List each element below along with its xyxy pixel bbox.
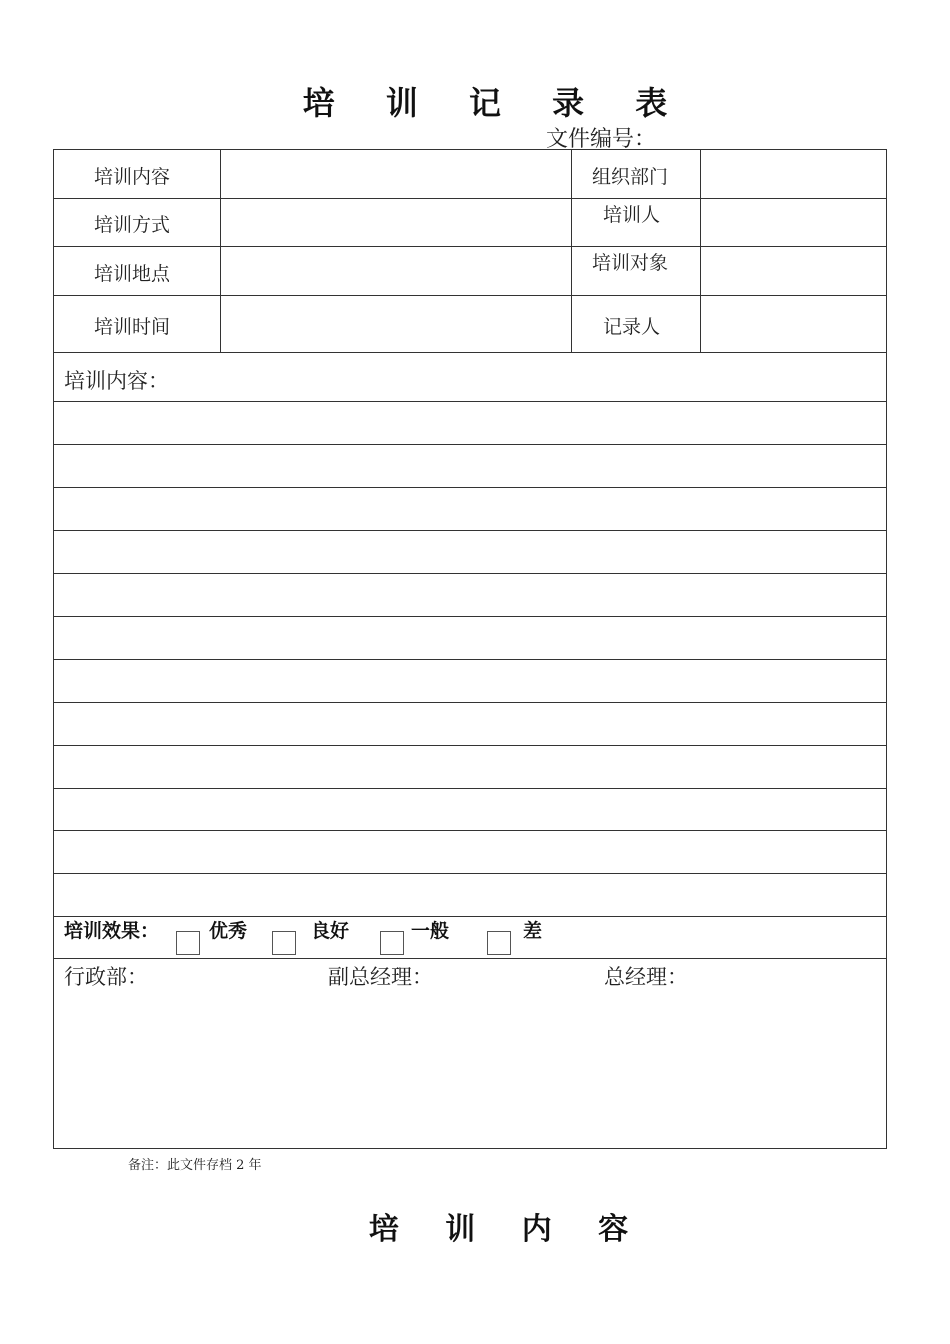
grid-hline [54, 246, 886, 247]
content-line [54, 573, 886, 574]
form-title: 培 训 记 录 表 [302, 84, 688, 122]
label-trainees: 培训对象 [592, 252, 669, 274]
content-line [54, 401, 886, 402]
content-section-label: 培训内容： [64, 369, 169, 393]
label-training-time: 培训时间 [94, 316, 171, 338]
file-number-label: 文件编号： [546, 126, 657, 151]
content-line [54, 530, 886, 531]
content-line [54, 702, 886, 703]
grid-vline-2 [571, 150, 572, 352]
content-line [54, 788, 886, 789]
label-training-location: 培训地点 [94, 263, 171, 285]
label-trainer: 培训人 [603, 204, 661, 226]
option-average: 一般 [411, 920, 450, 942]
checkbox-poor[interactable] [487, 931, 511, 955]
label-organizing-dept: 组织部门 [592, 166, 669, 188]
grid-vline-1 [220, 150, 221, 352]
content-line [54, 830, 886, 831]
effect-label: 培训效果： [64, 920, 160, 942]
content-line [54, 745, 886, 746]
option-poor: 差 [523, 920, 543, 942]
signature-gm: 总经理： [604, 965, 688, 989]
grid-hline [54, 198, 886, 199]
signature-admin-dept: 行政部： [64, 965, 148, 989]
option-good: 良好 [311, 920, 350, 942]
option-excellent: 优秀 [209, 920, 248, 942]
archive-note: 备注：此文件存档 2 年 [128, 1158, 262, 1173]
content-line [54, 444, 886, 445]
checkbox-good[interactable] [272, 931, 296, 955]
checkbox-average[interactable] [380, 931, 404, 955]
signature-deputy-gm: 副总经理： [328, 965, 433, 989]
content-line [54, 616, 886, 617]
content-line [54, 873, 886, 874]
content-line [54, 487, 886, 488]
content-line [54, 659, 886, 660]
label-training-method: 培训方式 [94, 214, 171, 236]
content-line [54, 916, 886, 917]
page2-title: 培 训 内 容 [368, 1212, 647, 1247]
grid-hline [54, 352, 886, 353]
checkbox-excellent[interactable] [176, 931, 200, 955]
content-line [54, 958, 886, 959]
label-recorder: 记录人 [603, 316, 661, 338]
grid-hline [54, 295, 886, 296]
grid-vline-3 [700, 150, 701, 352]
label-training-content: 培训内容 [94, 166, 171, 188]
training-record-form [53, 149, 887, 1149]
